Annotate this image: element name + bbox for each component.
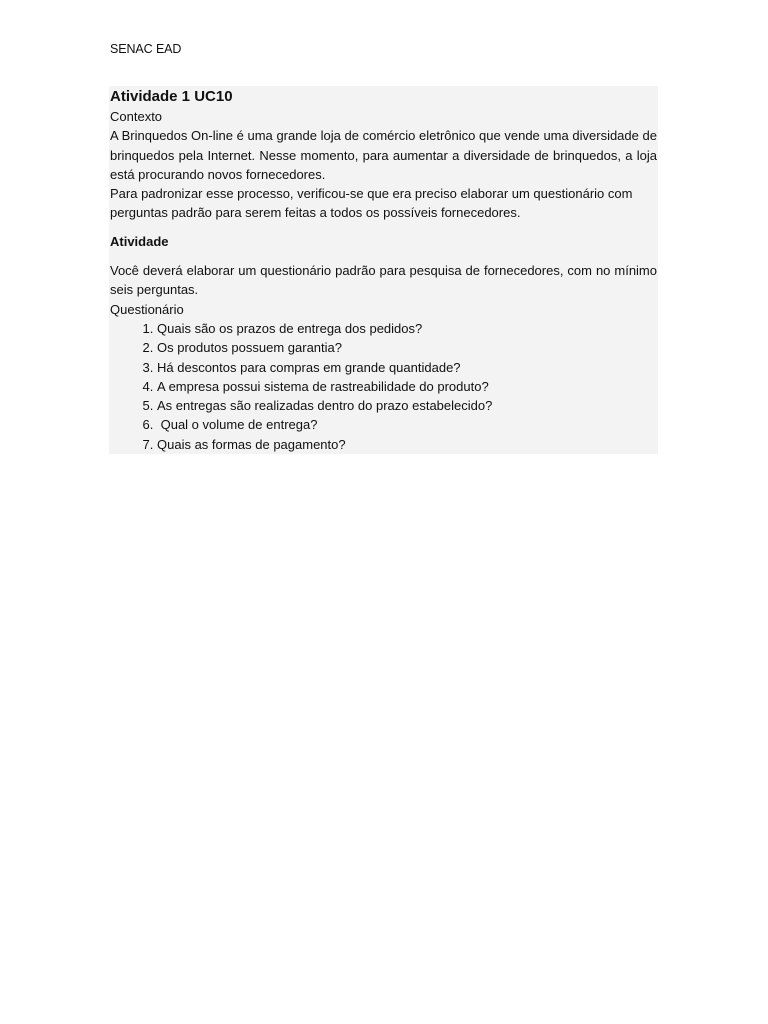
- question-item: 5. As entregas são realizadas dentro do prazo estabelecido?: [157, 396, 657, 415]
- activity-heading: Atividade: [110, 233, 169, 249]
- question-item: 1. Quais são os prazos de entrega dos pedidos?: [157, 319, 657, 338]
- question-item: 4. A empresa possui sistema de rastreabilidade do produto?: [157, 377, 657, 396]
- header-org-name: SENAC EAD: [110, 42, 182, 56]
- context-heading: Contexto: [110, 109, 163, 124]
- question-item: 7. Quais as formas de pagamento?: [157, 435, 657, 454]
- context-paragraph-1: A Brinquedos On-line é uma grande loja de comércio eletrônico que vende uma diversidade de brinquedos pela Internet. Nesse momento, para aumentar a diversidade de brinquedos, a loja está procurando novos fornecedores.: [110, 128, 657, 182]
- activity-paragraph: Você deverá elaborar um questionário padrão para pesquisa de fornecedores, com no mínimo seis perguntas.: [110, 263, 657, 298]
- question-item: 2. Os produtos possuem garantia?: [157, 338, 657, 357]
- document-title: Atividade 1 UC10: [110, 88, 233, 105]
- question-item: 3. Há descontos para compras em grande quantidade?: [157, 358, 657, 377]
- questionnaire-heading: Questionário: [110, 301, 184, 317]
- question-item: 6. Qual o volume de entrega?: [157, 415, 657, 434]
- activity-content-block: [109, 86, 658, 454]
- context-paragraph-2: Para padronizar esse processo, verificou-se que era preciso elaborar um questionário com perguntas padrão para serem feitas a todos os possíveis fornecedores.: [110, 186, 633, 221]
- questions-list: [110, 319, 657, 454]
